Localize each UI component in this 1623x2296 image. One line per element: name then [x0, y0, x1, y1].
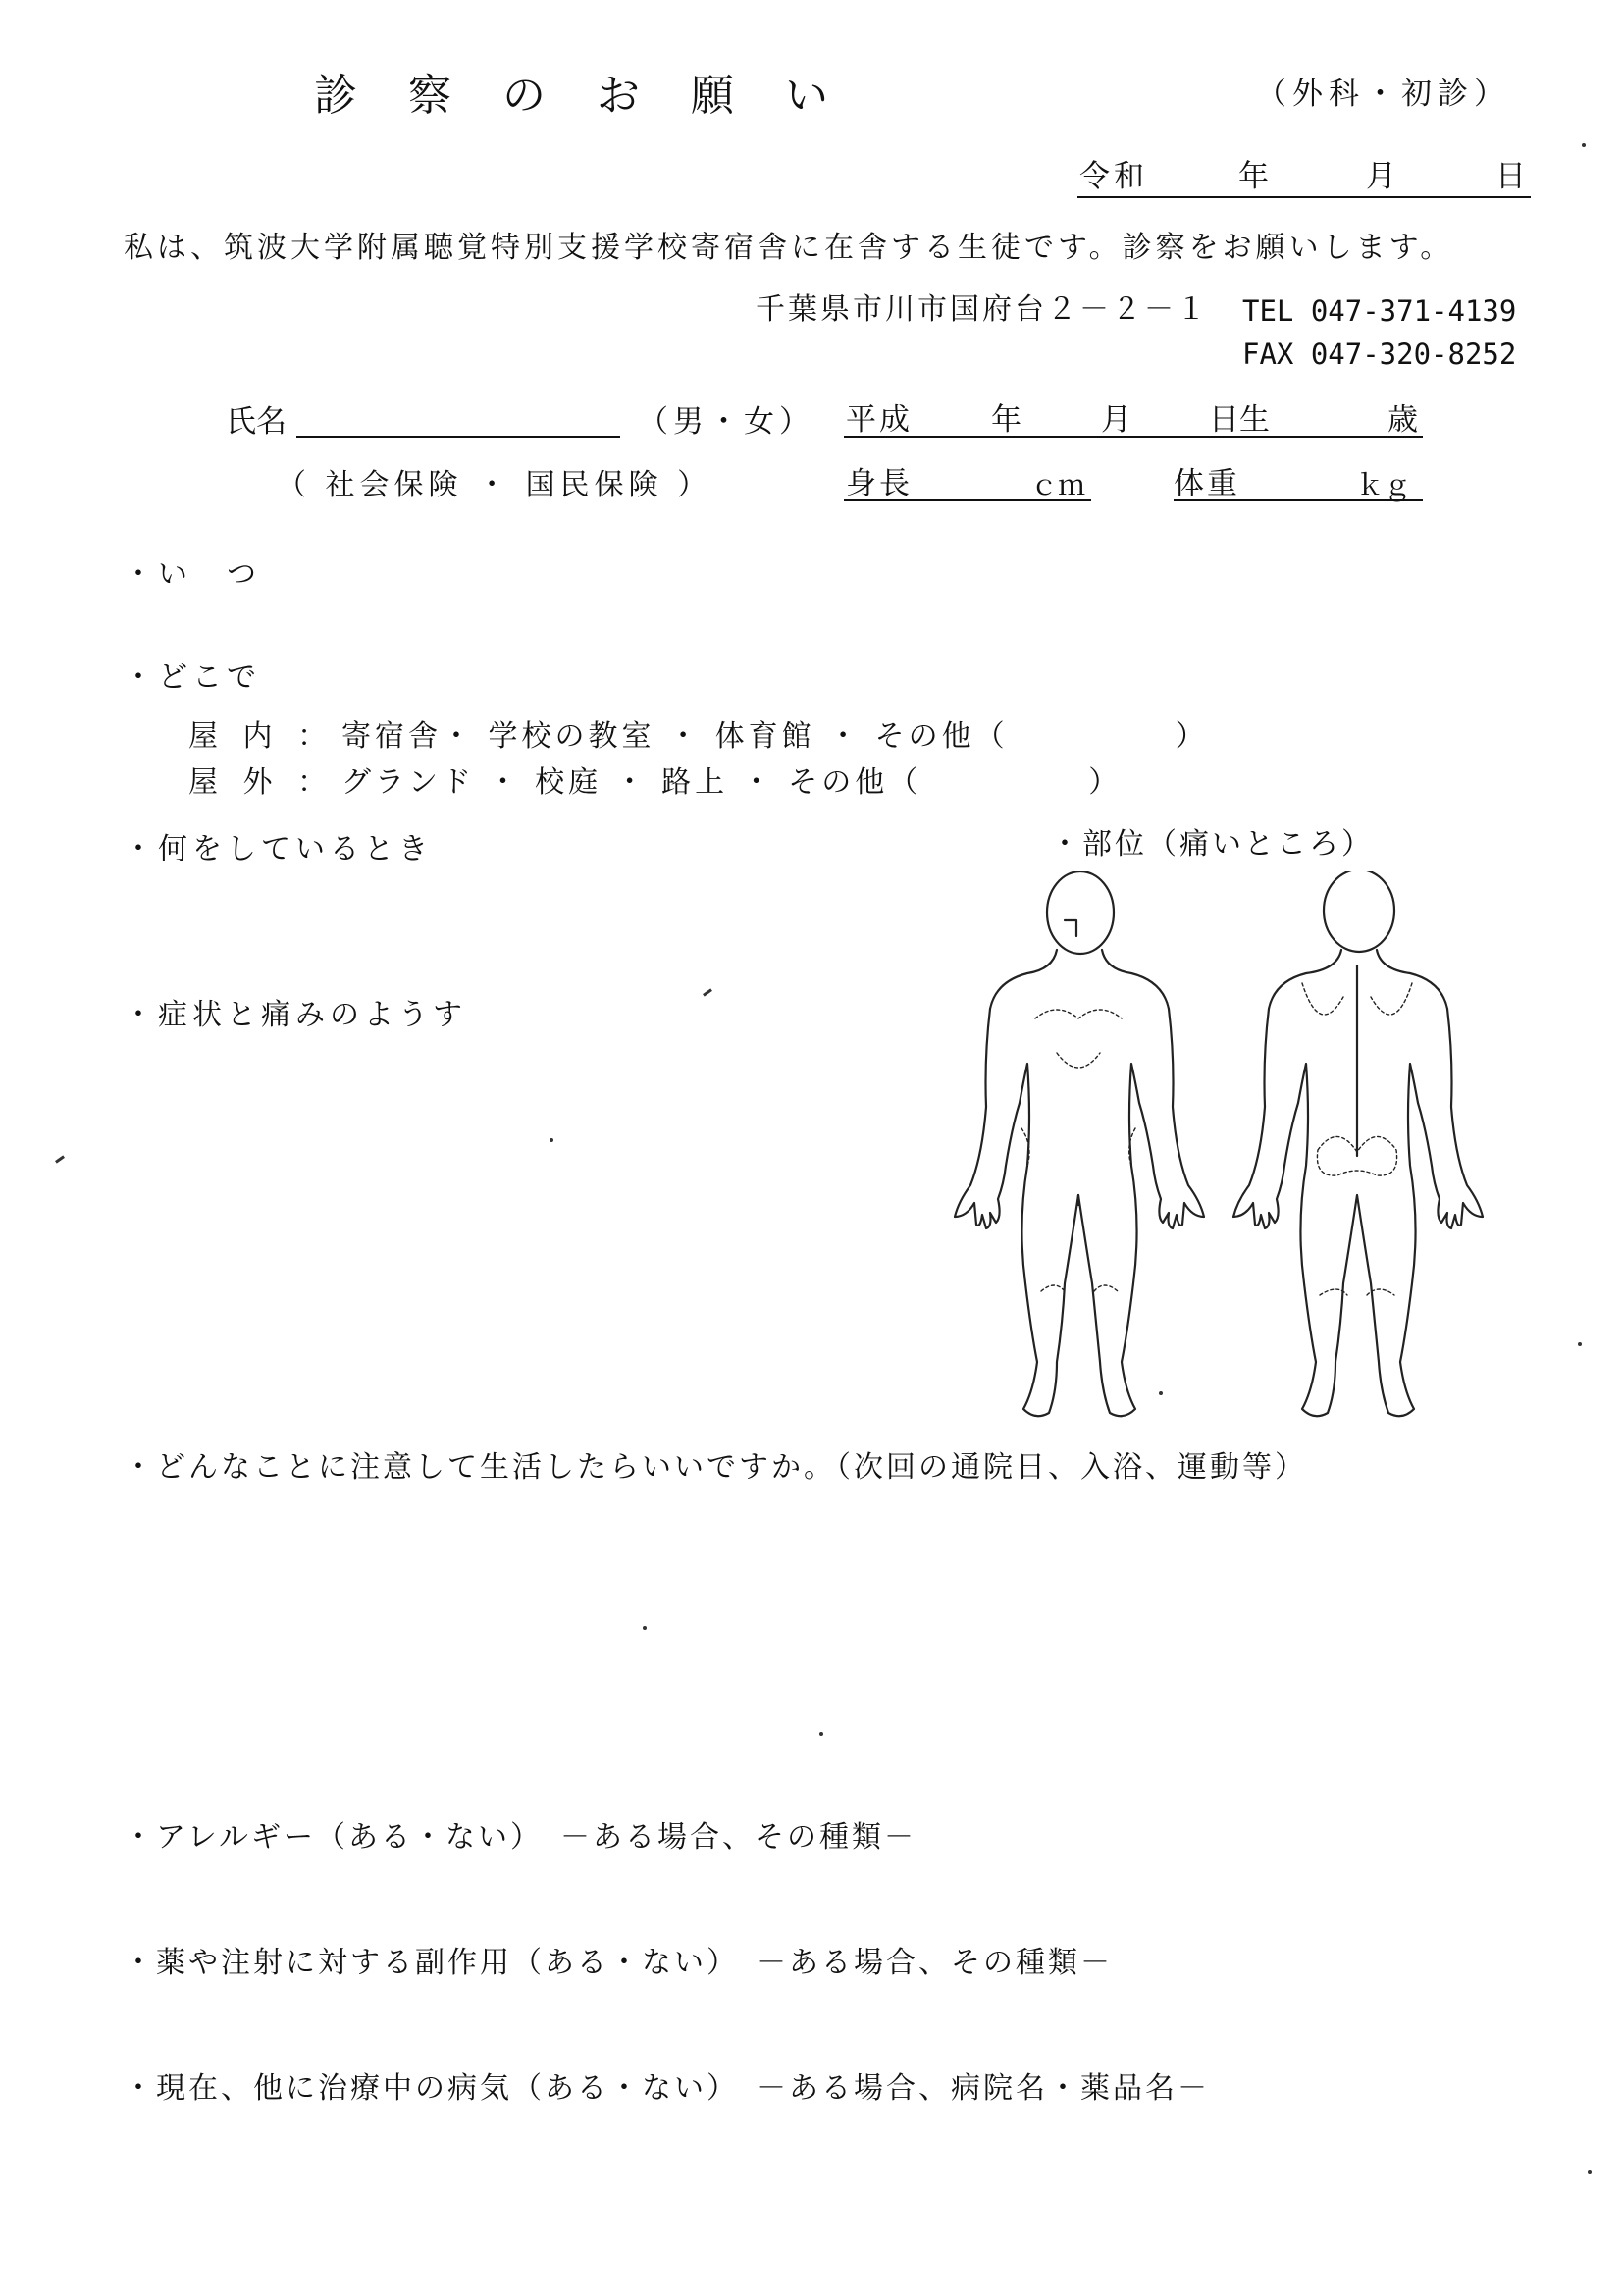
question-where: ・どこで — [124, 660, 261, 695]
weight-label: 体重 — [1174, 466, 1240, 501]
question-advice: ・どんなことに注意して生活したらいいですか。（次回の通院日、入浴、運動等） — [124, 1450, 1307, 1485]
scan-speck — [1159, 1391, 1163, 1395]
question-symptoms: ・症状と痛みのようす — [124, 998, 467, 1032]
page-title: 診察のお願い — [314, 71, 879, 121]
question-other-treatment: ・現在、他に治療中の病気（ある・ない） －ある場合、病院名・薬品名－ — [124, 2071, 1210, 2106]
question-when: ・い つ — [124, 557, 261, 592]
question-allergy: ・アレルギー（ある・ない） －ある場合、その種類－ — [124, 1820, 917, 1854]
outdoor-label: 屋 外 ： — [188, 765, 336, 800]
indoor-options: 寄宿舎・ 学校の教室 ・ 体育館 ・ その他（ ） — [341, 719, 1209, 754]
body-back-figure — [1233, 871, 1483, 1416]
birth-day: 日生 — [1209, 402, 1270, 438]
birth-year: 年 — [991, 402, 1021, 438]
question-doing: ・何をしているとき — [124, 832, 433, 866]
outdoor-options: グランド ・ 校庭 ・ 路上 ・ その他（ ） — [341, 765, 1123, 800]
date-era: 令和 — [1079, 159, 1148, 194]
date-day: 日 — [1495, 159, 1526, 194]
scan-mark — [55, 1155, 65, 1163]
scan-mark — [703, 988, 712, 996]
scan-speck — [1578, 1342, 1582, 1346]
name-label: 氏名 — [226, 404, 287, 440]
date-underline — [1077, 196, 1531, 198]
question-body-part: ・部位（痛いところ） — [1050, 827, 1374, 861]
scan-speck — [819, 1732, 823, 1736]
name-field-line[interactable] — [296, 436, 620, 438]
birth-era: 平成 — [846, 402, 913, 438]
scan-speck — [1588, 2170, 1592, 2174]
birthdate-underline — [844, 436, 1423, 438]
intro-text: 私は、筑波大学附属聴覚特別支援学校寄宿舎に在舎する生徒です。診察をお願いします。 — [124, 231, 1454, 265]
scan-speck — [1582, 143, 1586, 147]
scan-speck — [550, 1138, 553, 1142]
body-front-figure — [955, 871, 1204, 1416]
school-address: 千葉県市川市国府台２－２－１ — [756, 292, 1209, 327]
insurance-options: （ 社会保険 ・ 国民保険 ） — [277, 468, 712, 502]
height-label: 身長 — [846, 466, 913, 501]
school-tel: TEL 047-371-4139 — [1242, 294, 1517, 328]
age-label: 歳 — [1387, 402, 1418, 438]
sex-options: （男・女） — [638, 404, 814, 440]
form-subtitle: （外科・初診） — [1256, 77, 1510, 112]
birth-month: 月 — [1101, 402, 1131, 438]
weight-unit: ｋｇ — [1356, 469, 1412, 501]
school-fax: FAX 047-320-8252 — [1242, 338, 1517, 371]
question-side-effects: ・薬や注射に対する副作用（ある・ない） －ある場合、その種類－ — [124, 1946, 1113, 1980]
indoor-label: 屋 内 ： — [188, 719, 336, 754]
body-diagram[interactable] — [947, 871, 1496, 1431]
height-unit: ｃｍ — [1030, 469, 1086, 501]
scan-speck — [643, 1626, 647, 1630]
date-year: 年 — [1238, 159, 1269, 194]
date-month: 月 — [1366, 159, 1396, 194]
